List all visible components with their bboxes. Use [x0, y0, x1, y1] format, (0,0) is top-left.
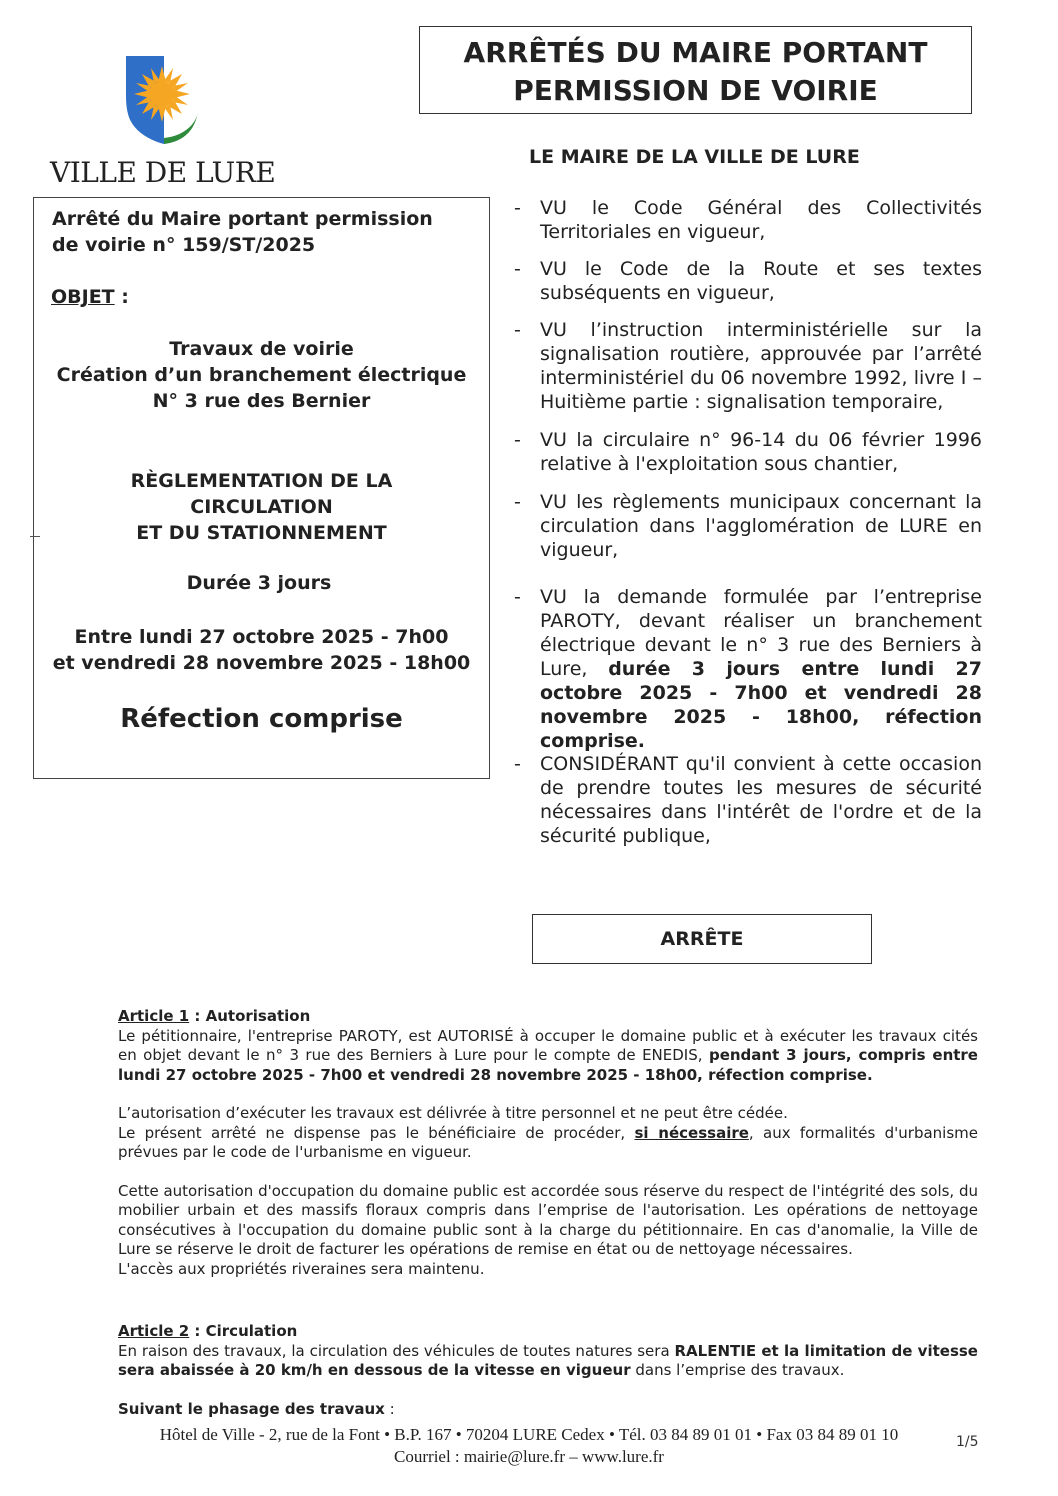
- phasage-heading: [118, 1400, 978, 1420]
- phasage-colon: :: [384, 1399, 395, 1418]
- paragraph-text: , aux formalités d'urbanisme prévues par le code de l'urbanisme en vigueur.: [118, 1123, 979, 1161]
- article-1-paragraph: [118, 1027, 978, 1086]
- consideration-item: [514, 585, 982, 753]
- article-1-paragraph: [118, 1124, 978, 1163]
- consideration-text: [540, 585, 982, 753]
- consideration-text: VU le Code Général des Collectivités Territoriales en vigueur,: [540, 197, 982, 243]
- bullet-dash: -: [514, 753, 521, 775]
- consideration-text-bold: durée 3 jours entre lundi 27 octobre 2025 - 7h00 et vendredi 28 novembre 2025 - 18h00, réfection comprise.: [540, 658, 982, 752]
- arrete-heading-box: ARRÊTE: [532, 914, 872, 964]
- objet-heading: [51, 286, 129, 308]
- objet-line: N° 3 rue des Bernier: [152, 390, 371, 412]
- reglementation-heading: [34, 468, 489, 546]
- arrete-number: [52, 206, 433, 258]
- bullet-dash: -: [514, 197, 521, 219]
- consideration-text: VU les règlements municipaux concernant la circulation dans l'agglomération de LURE en vigueur,: [540, 491, 982, 561]
- date-range-line: et vendredi 28 novembre 2025 - 18h00: [52, 652, 471, 674]
- consideration-item: [514, 752, 982, 848]
- document-title-line2: PERMISSION DE VOIRIE: [513, 74, 878, 107]
- paragraph-text-bold: RALENTIE et la limitation de vitesse sera abaissée à 20 km/h en dessous de la vitesse en vigueur: [118, 1341, 978, 1379]
- article-1: [118, 1007, 978, 1279]
- reglementation-line: RÈGLEMENTATION DE LA: [130, 470, 393, 492]
- date-range-line: Entre lundi 27 octobre 2025 - 7h00: [74, 626, 449, 648]
- document-title-line1: ARRÊTÉS DU MAIRE PORTANT: [463, 36, 928, 69]
- refection-note: Réfection comprise: [120, 704, 403, 734]
- article-1-title: [118, 1007, 978, 1027]
- consideration-text-plain: VU la demande formulée par l’entreprise PAROTY, devant réaliser un branchement électrique devant le n° 3 rue des Berniers à Lure,: [540, 586, 982, 680]
- consideration-item: [514, 318, 982, 414]
- phasage-label: Suivant le phasage des travaux: [118, 1399, 385, 1418]
- article-1-paragraph: L’autorisation d’exécuter les travaux est délivrée à titre personnel et ne peut être cédée.: [118, 1104, 788, 1122]
- paragraph-text: En raison des travaux, la circulation des véhicules de toutes natures sera: [118, 1341, 675, 1360]
- bullet-dash: -: [514, 491, 521, 513]
- article-1-label: Article 1: [118, 1007, 190, 1025]
- article-1-paragraph: Cette autorisation d'occupation du domaine public est accordée sous réserve du respect de l'intégrité des sols, du mobilier urbain et des massifs floraux compris dans l’emprise de l'autorisation. Les opérations de nettoyage consécutives à l'occupation du domaine public sont à la charge du pétitionnaire. En cas d'anomalie, la Ville de Lure se réserve le droit de facturer les opérations de remise en état ou de nettoyage nécessaires.: [118, 1181, 978, 1258]
- footer-address-line: Hôtel de Ville - 2, rue de la Font • B.P. 167 • 70204 LURE Cedex • Tél. 03 84 89 01 01 • Fax 03 84 89 01 10: [159, 1425, 899, 1444]
- arrete-summary-box: [33, 197, 490, 779]
- consideration-text: VU la circulaire n° 96-14 du 06 février 1996 relative à l'exploitation sous chantier,: [540, 429, 982, 475]
- article-2-paragraph: [118, 1342, 978, 1381]
- consideration-item: [514, 490, 982, 562]
- article-1-paragraph: L'accès aux propriétés riveraines sera maintenu.: [118, 1259, 485, 1278]
- objet-line: Travaux de voirie: [169, 338, 354, 360]
- arrete-number-line1: Arrêté du Maire portant permission: [52, 208, 433, 230]
- consideration-text: VU le Code de la Route et ses textes subséquents en vigueur,: [540, 258, 982, 304]
- consideration-item: [514, 428, 982, 476]
- article-2-subject: : Circulation: [189, 1322, 298, 1340]
- paragraph-text-bold: si nécessaire: [634, 1123, 749, 1142]
- bullet-dash: -: [514, 429, 521, 451]
- consideration-item: [514, 257, 982, 305]
- consideration-text: CONSIDÉRANT qu'il convient à cette occasion de prendre toutes les mesures de sécurité nécessaires dans l'intérêt de l'ordre et de la sécurité publique,: [540, 753, 982, 847]
- consideration-item: [514, 196, 982, 244]
- consideration-text: VU l’instruction interministérielle sur la signalisation routière, approuvée par l’arrêté interministériel du 06 novembre 1992, livre I – Huitième partie : signalisation temporaire,: [540, 319, 982, 413]
- bullet-dash: -: [514, 319, 521, 341]
- bullet-dash: -: [514, 258, 521, 280]
- objet-description: [34, 336, 489, 414]
- article-2-label: Article 2: [118, 1322, 190, 1340]
- page-number: 1/5: [956, 1434, 979, 1450]
- maire-heading: LE MAIRE DE LA VILLE DE LURE: [529, 146, 860, 168]
- date-range: [34, 624, 489, 676]
- article-2-title: [118, 1322, 978, 1342]
- article-2: [118, 1322, 978, 1419]
- reglementation-line: ET DU STATIONNEMENT: [136, 522, 387, 544]
- paragraph-text: Le pétitionnaire, l'entreprise PAROTY, est AUTORISÉ à occuper le domaine public et à exécuter les travaux cités en objet devant le n° 3 rue des Berniers à Lure pour le compte de ENEDIS,: [118, 1026, 978, 1064]
- article-1-subject: : Autorisation: [189, 1007, 311, 1025]
- objet-colon: :: [114, 286, 129, 308]
- arrete-number-line2: de voirie n° 159/ST/2025: [52, 234, 316, 256]
- reglementation-line: CIRCULATION: [190, 496, 333, 518]
- paragraph-text: Le présent arrêté ne dispense pas le bénéficiaire de procéder,: [118, 1123, 635, 1142]
- objet-label: OBJET: [51, 286, 115, 308]
- duree: Durée 3 jours: [186, 572, 332, 594]
- footer-contact-line: Courriel : mairie@lure.fr – www.lure.fr: [394, 1447, 664, 1466]
- paragraph-text: dans l’emprise des travaux.: [630, 1361, 845, 1379]
- document-title-box: [419, 26, 972, 114]
- paragraph-text-bold: pendant 3 jours, compris entre lundi 27 octobre 2025 - 7h00 et vendredi 28 novembre 2025 - 18h00, réfection comprise.: [118, 1046, 978, 1084]
- bullet-dash: -: [514, 586, 521, 608]
- city-coat-of-arms-sun-icon: [118, 52, 208, 148]
- footer-address: [0, 1424, 1058, 1468]
- city-name: VILLE DE LURE: [50, 156, 276, 189]
- objet-line: Création d’un branchement électrique: [56, 364, 467, 386]
